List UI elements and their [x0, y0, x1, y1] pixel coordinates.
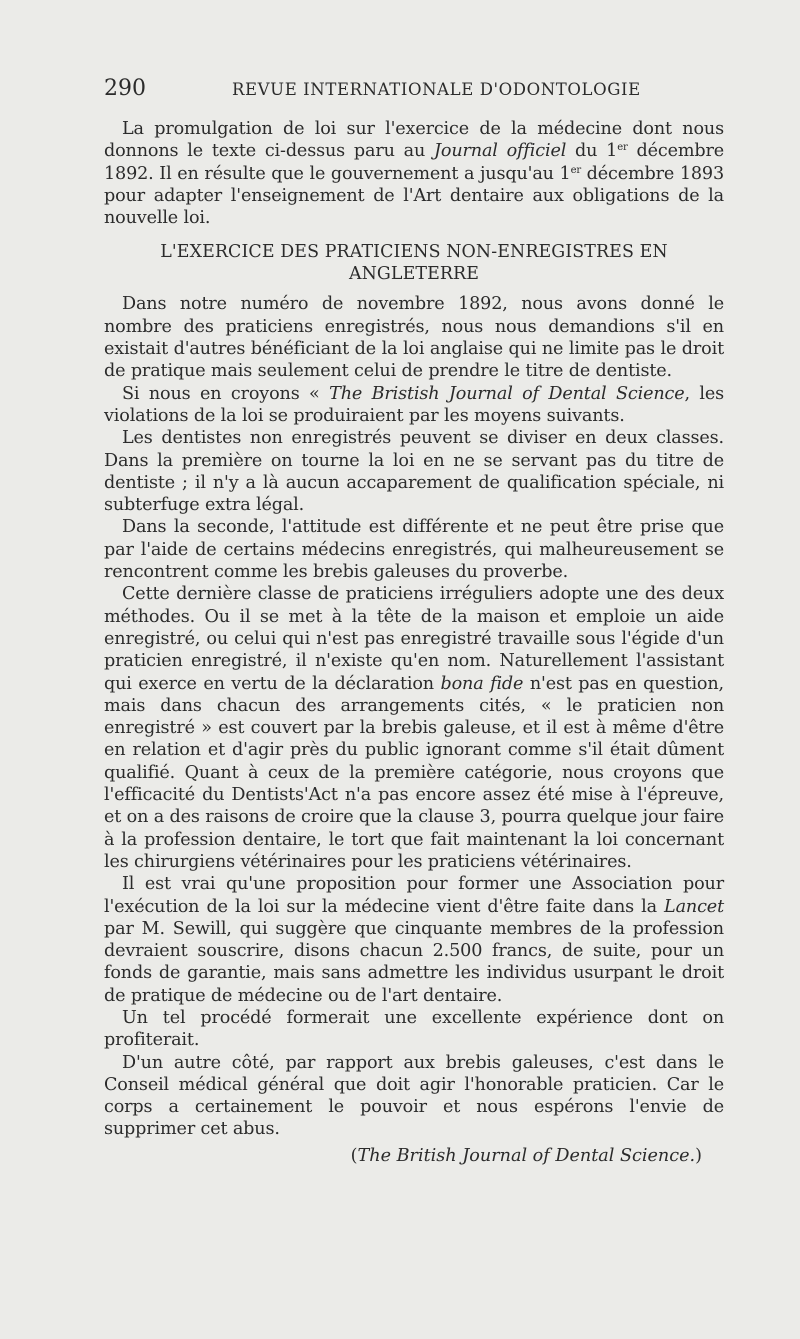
paragraph-7: Un tel procédé formerait une excellente expérience dont on profiterait. — [104, 1007, 724, 1051]
credit-source: The British Journal of Dental Science. — [357, 1145, 696, 1166]
intro-journal-name: Journal officiel — [433, 141, 567, 162]
paragraph-6-text-a: Il est vrai qu'une proposition pour former une Association pour l'exécution de la loi sur la médecine vient d'être faite dans la — [104, 874, 724, 917]
paragraph-5-text-b: n'est pas en question, mais dans chacun des arrangements cités, « le praticien non enregistré » est couvert par la brebis galeuse, et il est à même d'être en relation et d'agir près du public ignorant comme s'il était dûment qualifié. Quant à ceux de la première catégorie, nous croyons que l'efficacité du Dentists'Act n'a pas encore assez été mise à l'épreuve, et on a des raisons de croire que la clause 3, pourra quelque jour faire à la profession dentaire, le tort que fait maintenant la loi concernant les chirurgiens vétérinaires pour les praticiens vétérinaires. — [104, 673, 724, 872]
paragraph-6 — [104, 873, 724, 1007]
intro-text-3: décembre 1892. Il en résulte que le gouvernement a jusqu'au 1 — [104, 141, 724, 184]
paragraph-1: Dans notre numéro de novembre 1892, nous avons donné le nombre des praticiens enregistrés, nous nous demandions s'il en existait d'autres bénéficiant de la loi anglaise qui ne limite pas le droit de pratique mais seulement celui de prendre le titre de dentiste. — [104, 294, 724, 382]
paragraph-8: D'un autre côté, par rapport aux brebis galeuses, c'est dans le Conseil médical général que doit agir l'honorable praticien. Car le corps a certainement le pouvoir et nous espérons l'envie de supprimer cet abus. — [104, 1052, 724, 1140]
intro-text-4: décembre 1893 pour adapter l'enseignement de l'Art dentaire aux obligations de la nouvelle loi. — [104, 163, 724, 229]
credit-close-paren: ) — [695, 1145, 702, 1166]
paragraph-6-journal-name: Lancet — [664, 896, 724, 917]
intro-superscript-1: er — [617, 142, 628, 154]
paragraph-6-text-b: par M. Sewill, qui suggère que cinquante membres de la profession devraient souscrire, disons chacun 2.500 francs, de suite, pour un fonds de garantie, mais sans admettre les individus usurpant le droit de pratique de médecine ou de l'art dentaire. — [104, 918, 724, 1006]
running-head — [104, 76, 724, 106]
paragraph-5-text-a: Cette dernière classe de praticiens irréguliers adopte une des deux méthodes. Ou il se met à la tête de la maison et emploie un aide enregistré, ou celui qui n'est pas enregistré travaille sous l'égide d'un praticien enregistré, il n'existe qu'en nom. Naturellement l'assistant qui exerce en vertu de la déclaration — [104, 584, 724, 694]
page-number: 290 — [104, 76, 146, 101]
paragraph-2-journal-name: The Bristish Journal of Dental Science — [329, 383, 685, 404]
paragraph-2-text-b: , les violations de la loi se produiraient par les moyens suivants. — [104, 383, 725, 426]
journal-title: REVUE INTERNATIONALE D'ODONTOLOGIE — [232, 80, 641, 99]
paragraph-2-text-a: Si nous en croyons « — [122, 383, 330, 404]
paragraph-3: Les dentistes non enregistrés peuvent se diviser en deux classes. Dans la première on tourne la loi en ne se servant pas du titre de dentiste ; il n'y a là aucun accaparement de qualification spéciale, ni subterfuge extra légal. — [104, 428, 724, 516]
credit-open-paren: ( — [350, 1145, 358, 1166]
intro-superscript-2: er — [570, 164, 581, 176]
source-credit — [104, 1145, 702, 1167]
section-heading: L'EXERCICE DES PRATICIENS NON-ENREGISTRES EN ANGLETERRE — [160, 242, 668, 284]
intro-text-2: du 1 — [566, 141, 618, 162]
paragraph-5 — [104, 583, 724, 873]
paragraph-2 — [104, 383, 724, 428]
intro-text-1: La promulgation de loi sur l'exercice de la médecine dont nous donnons le texte ci-dessus paru au — [104, 119, 724, 162]
paragraph-5-latin-phrase: bona fide — [440, 673, 524, 694]
paragraph-4: Dans la seconde, l'attitude est différente et ne peut être prise que par l'aide de certains médecins enregistrés, qui malheureusement se rencontrent comme les brebis galeuses du proverbe. — [104, 517, 724, 583]
article-body — [104, 118, 724, 1167]
intro-paragraph — [104, 118, 724, 229]
